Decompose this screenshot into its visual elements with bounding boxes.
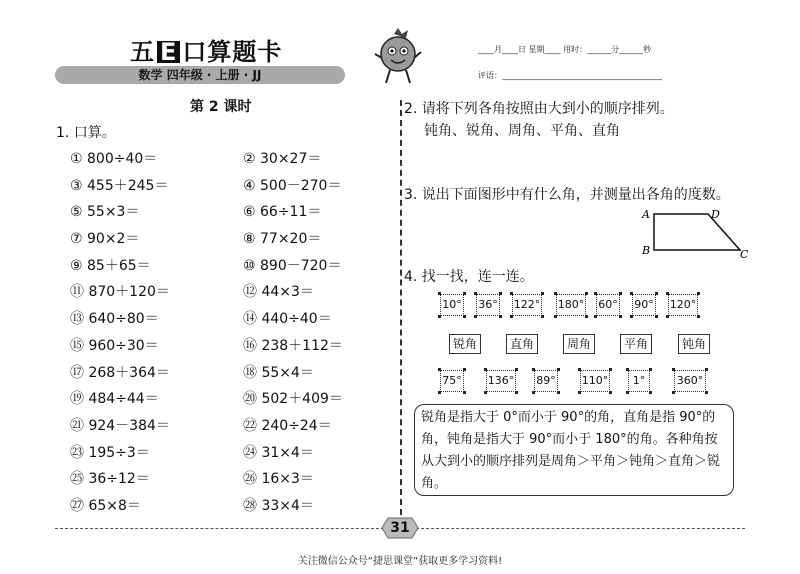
box-corner-dot: [515, 391, 518, 394]
angle-type-label[interactable]: 直角: [506, 334, 538, 354]
section4-heading: 4. 找一找，连一连。: [404, 269, 534, 285]
box-corner-dot: [666, 292, 669, 295]
box-corner-dot: [619, 315, 622, 318]
angle-box[interactable]: 75°: [440, 370, 464, 392]
box-corner-dot: [697, 292, 700, 295]
box-corner-dot: [655, 292, 658, 295]
angle-box[interactable]: 60°: [596, 294, 620, 316]
box-corner-dot: [697, 315, 700, 318]
box-corner-dot: [438, 315, 441, 318]
problem: ⑤ 55×3＝: [70, 204, 140, 221]
box-corner-dot: [438, 292, 441, 295]
box-corner-dot: [463, 391, 466, 394]
box-corner-dot: [609, 391, 612, 394]
angle-type-label[interactable]: 锐角: [449, 334, 481, 354]
box-corner-dot: [705, 391, 708, 394]
left-problem-column: [70, 148, 170, 522]
section2-items: 钝角、锐角、周角、平角、直角: [424, 123, 620, 139]
box-corner-dot: [649, 368, 652, 371]
box-corner-dot: [463, 315, 466, 318]
box-corner-dot: [510, 315, 513, 318]
box-corner-dot: [510, 292, 513, 295]
angle-type-label[interactable]: 钝角: [678, 334, 710, 354]
angle-box[interactable]: 136°: [486, 370, 516, 392]
box-corner-dot: [499, 315, 502, 318]
angle-box[interactable]: 110°: [580, 370, 610, 392]
box-corner-dot: [626, 391, 629, 394]
box-corner-dot: [463, 368, 466, 371]
box-corner-dot: [666, 315, 669, 318]
angle-type-label[interactable]: 平角: [620, 334, 652, 354]
problem: ② 30×27＝: [243, 151, 322, 167]
box-corner-dot: [532, 391, 535, 394]
box-corner-dot: [532, 368, 535, 371]
problem: ㉘ 33×4＝: [243, 497, 314, 514]
angle-box[interactable]: 90°: [632, 294, 656, 316]
problem: ⑧ 77×20＝: [243, 231, 322, 248]
angle-box[interactable]: 89°: [534, 370, 558, 392]
box-corner-dot: [705, 368, 708, 371]
column-divider: [400, 100, 402, 515]
angle-box[interactable]: 180°: [556, 294, 586, 316]
problem: ① 800÷40＝: [70, 151, 158, 167]
problem: ⑱ 55×4＝: [243, 364, 314, 381]
date-time-line: ____月____日 星期____ 用时：______分______秒: [478, 45, 652, 54]
mascot-icon: [372, 28, 424, 86]
box-corner-dot: [557, 391, 560, 394]
box-corner-dot: [672, 368, 675, 371]
angle-box[interactable]: 36°: [476, 294, 500, 316]
problem: ㉖ 16×3＝: [243, 471, 314, 488]
box-corner-dot: [578, 391, 581, 394]
box-corner-dot: [484, 368, 487, 371]
box-corner-dot: [594, 292, 597, 295]
problem: ⑩ 890－720＝: [243, 257, 342, 274]
trapezoid-figure: [636, 204, 752, 260]
angle-box[interactable]: 122°: [512, 294, 542, 316]
box-corner-dot: [463, 292, 466, 295]
problem: ㉓ 195÷3＝: [70, 444, 150, 461]
vertex-label-b: B: [642, 244, 651, 257]
angle-type-label[interactable]: 周角: [563, 334, 595, 354]
box-corner-dot: [554, 292, 557, 295]
trapezoid-shape: [654, 214, 740, 250]
hint-note: 锐角是指大于 0°而小于 90°的角，直角是指 90°的角，钝角是指大于 90°而小于 180°的角。各种角按从大到小的顺序排列是周角＞平角＞钝角＞直角＞锐角。: [414, 404, 734, 496]
problem: ㉒ 240÷24＝: [243, 417, 332, 434]
problem: ④ 500－270＝: [243, 177, 342, 194]
problem: ㉔ 31×4＝: [243, 444, 314, 461]
section3-heading: 3. 说出下面图形中有什么角，并测量出各角的度数。: [404, 187, 730, 203]
box-corner-dot: [619, 292, 622, 295]
problem: ⑮ 960÷30＝: [70, 337, 159, 354]
problem: ⑨ 85＋65＝: [70, 257, 151, 274]
box-corner-dot: [594, 315, 597, 318]
problem: ⑳ 502＋409＝: [243, 391, 343, 408]
section2-heading: 2. 请将下列各角按照由大到小的顺序排列。: [404, 101, 674, 117]
box-corner-dot: [438, 391, 441, 394]
page-number: 31: [390, 520, 410, 536]
box-corner-dot: [609, 368, 612, 371]
vertex-label-a: A: [642, 208, 650, 221]
box-corner-dot: [672, 391, 675, 394]
subtitle-bar: 数学 四年级 · 上册 · JJ: [55, 66, 345, 84]
problem: ㉗ 65×8＝: [70, 497, 141, 514]
angle-box[interactable]: 10°: [440, 294, 464, 316]
box-corner-dot: [585, 292, 588, 295]
box-corner-dot: [655, 315, 658, 318]
problem: ⑦ 90×2＝: [70, 231, 140, 248]
problem: ⑫ 44×3＝: [243, 284, 314, 301]
box-corner-dot: [557, 368, 560, 371]
angle-box[interactable]: 1°: [628, 370, 650, 392]
box-corner-dot: [484, 391, 487, 394]
box-corner-dot: [474, 292, 477, 295]
lesson-title: 第 2 课时: [190, 99, 252, 115]
box-corner-dot: [649, 391, 652, 394]
comment-line: 评语：________________________________________: [478, 71, 662, 80]
problem: ⑰ 268＋364＝: [70, 364, 170, 381]
box-corner-dot: [630, 292, 633, 295]
box-corner-dot: [630, 315, 633, 318]
problem: ⑭ 440÷40＝: [243, 311, 332, 328]
problem: ⑲ 484÷44＝: [70, 391, 159, 408]
problem: ⑥ 66÷11＝: [243, 204, 322, 221]
box-corner-dot: [541, 315, 544, 318]
box-corner-dot: [474, 315, 477, 318]
box-corner-dot: [585, 315, 588, 318]
problem: ㉑ 924－384＝: [70, 417, 170, 434]
box-corner-dot: [499, 292, 502, 295]
box-corner-dot: [578, 368, 581, 371]
angle-box[interactable]: 120°: [668, 294, 698, 316]
box-corner-dot: [554, 315, 557, 318]
box-corner-dot: [626, 368, 629, 371]
box-corner-dot: [541, 292, 544, 295]
problem: ⑯ 238＋112＝: [243, 337, 343, 354]
angle-box[interactable]: 360°: [674, 370, 706, 392]
problem: ⑪ 870＋120＝: [70, 284, 170, 301]
box-corner-dot: [438, 368, 441, 371]
problem: ㉕ 36÷12＝: [70, 471, 150, 488]
problem: ⑬ 640÷80＝: [70, 311, 159, 328]
footer-text: 关注微信公众号“捷思课堂”获取更多学习资料!: [297, 556, 503, 567]
vertex-label-d: D: [711, 208, 720, 221]
vertex-label-c: C: [740, 248, 749, 260]
right-problem-column: [243, 148, 343, 522]
box-corner-dot: [515, 368, 518, 371]
problem: ③ 455＋245＝: [70, 177, 169, 194]
page-title: 五 E 口算题卡: [130, 38, 283, 66]
section1-heading: 1. 口算。: [56, 125, 116, 141]
